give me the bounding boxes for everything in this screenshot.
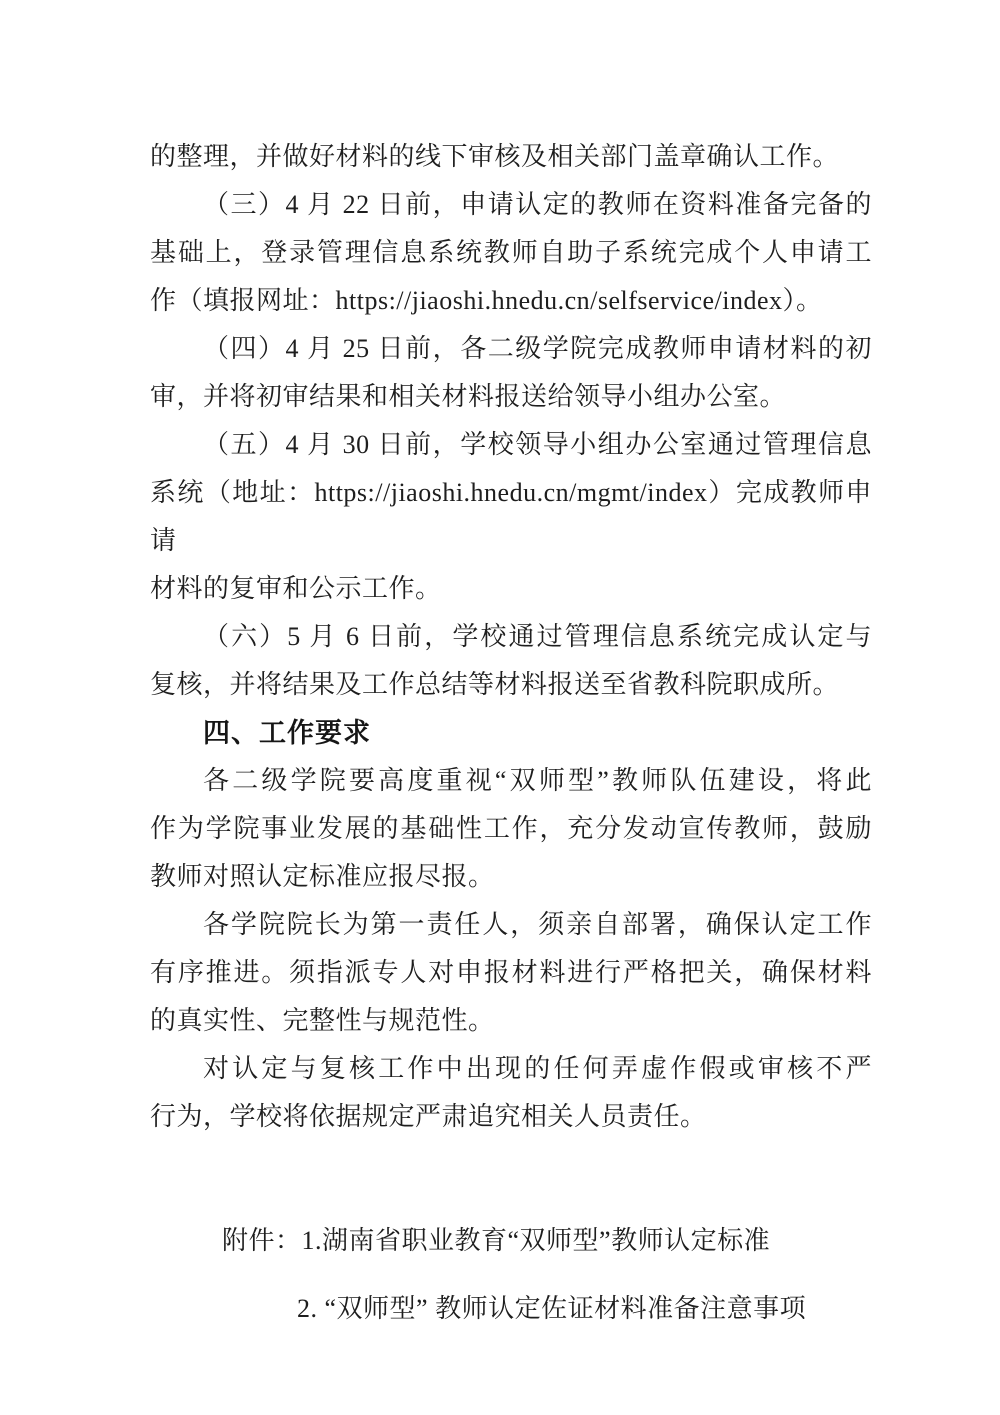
body-line: 对认定与复核工作中出现的任何弄虚作假或审核不严 [203,1054,872,1083]
body-line: 作为学院事业发展的基础性工作，充分发动宣传教师，鼓励 [150,814,872,843]
body-line: 基础上，登录管理信息系统教师自助子系统完成个人申请工 [150,238,872,267]
body-line: 作（填报网址：https://jiaoshi.hnedu.cn/selfservice/index）。 [150,286,823,315]
body-line: 审，并将初审结果和相关材料报送给领导小组办公室。 [150,382,787,411]
body-line: （四）4 月 25 日前，各二级学院完成教师申请材料的初 [203,334,872,363]
body-line: 复核，并将结果及工作总结等材料报送至省教科院职成所。 [150,670,840,699]
body-line: 材料的复审和公示工作。 [150,574,442,603]
body-line: （三）4 月 22 日前，申请认定的教师在资料准备完备的 [203,190,872,219]
section-heading: 四、工作要求 [203,718,371,748]
body-line: 系统（地址：https://jiaoshi.hnedu.cn/mgmt/index）完成教师申请 [150,478,872,555]
body-line: 的真实性、完整性与规范性。 [150,1006,495,1035]
attachment-line: 2. “双师型” 教师认定佐证材料准备注意事项 [297,1294,807,1323]
body-line: 的整理，并做好材料的线下审核及相关部门盖章确认工作。 [150,142,840,171]
body-line: 各二级学院要高度重视“双师型”教师队伍建设，将此 [203,766,872,795]
body-line: 有序推进。须指派专人对申报材料进行严格把关，确保材料 [150,958,872,987]
body-line: （六）5 月 6 日前，学校通过管理信息系统完成认定与 [203,622,872,651]
body-line: （五）4 月 30 日前，学校领导小组办公室通过管理信息 [203,430,872,459]
body-line: 行为，学校将依据规定严肃追究相关人员责任。 [150,1102,707,1131]
body-line: 教师对照认定标准应报尽报。 [150,862,495,891]
attachment-line: 附件：1.湖南省职业教育“双师型”教师认定标准 [222,1226,771,1255]
body-line: 各学院院长为第一责任人，须亲自部署，确保认定工作 [203,910,872,939]
document-body [150,133,872,1333]
